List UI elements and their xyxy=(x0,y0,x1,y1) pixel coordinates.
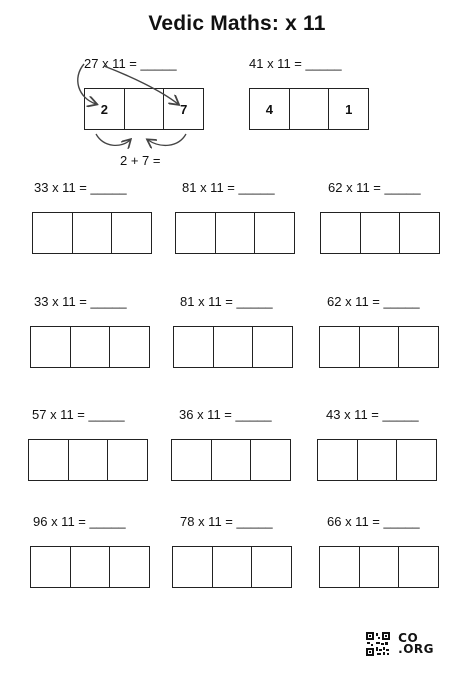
answer-cell[interactable] xyxy=(31,327,71,367)
footer xyxy=(366,632,434,656)
answer-cell[interactable] xyxy=(214,327,254,367)
problem-label: 33 x 11 = _____ xyxy=(34,180,127,195)
answer-box xyxy=(317,439,437,481)
problem-label: 66 x 11 = _____ xyxy=(327,514,420,529)
answer-cell[interactable] xyxy=(360,327,400,367)
answer-cell[interactable] xyxy=(399,547,438,587)
answer-cell[interactable] xyxy=(31,547,71,587)
arrow-curve-icon xyxy=(96,134,130,145)
answer-cell[interactable] xyxy=(29,440,69,480)
arrow-curve-icon xyxy=(148,134,186,145)
answer-cell[interactable] xyxy=(358,440,398,480)
answer-cell[interactable]: 1 xyxy=(345,101,353,117)
answer-cell[interactable] xyxy=(361,213,401,253)
problem-label: 43 x 11 = _____ xyxy=(326,407,419,422)
problem-label: 96 x 11 = _____ xyxy=(33,514,126,529)
problem-label: 57 x 11 = _____ xyxy=(32,407,125,422)
answer-box xyxy=(32,212,152,254)
answer-box xyxy=(320,212,440,254)
arrow-curve-icon xyxy=(104,66,178,104)
answer-cell[interactable] xyxy=(213,547,253,587)
problem-label: 33 x 11 = _____ xyxy=(34,294,127,309)
answer-cell[interactable] xyxy=(110,327,149,367)
sum-hint: 2 + 7 = xyxy=(120,153,161,168)
answer-cell[interactable] xyxy=(400,213,439,253)
page-title: Vedic Maths: x 11 xyxy=(148,12,326,35)
answer-cell[interactable] xyxy=(108,440,147,480)
problem-label: 81 x 11 = _____ xyxy=(182,180,275,195)
logo xyxy=(398,633,434,655)
example-label: 27 x 11 = _____ xyxy=(84,56,177,71)
answer-box xyxy=(30,326,150,368)
answer-cell[interactable] xyxy=(255,213,294,253)
answer-cell[interactable] xyxy=(71,547,111,587)
answer-cell[interactable] xyxy=(320,547,360,587)
answer-cell[interactable] xyxy=(212,440,252,480)
answer-cell[interactable] xyxy=(73,213,113,253)
example-label: 41 x 11 = _____ xyxy=(249,56,342,71)
answer-cell[interactable] xyxy=(110,547,149,587)
answer-cell[interactable] xyxy=(216,213,256,253)
qr-code-icon xyxy=(366,632,390,656)
answer-cell[interactable] xyxy=(399,327,438,367)
answer-box xyxy=(171,439,291,481)
answer-cell[interactable] xyxy=(172,440,212,480)
answer-cell[interactable] xyxy=(397,440,436,480)
problem-label: 81 x 11 = _____ xyxy=(180,294,273,309)
answer-cell[interactable] xyxy=(176,213,216,253)
answer-cell[interactable] xyxy=(71,327,111,367)
logo-line: CO xyxy=(398,631,419,645)
answer-cell[interactable] xyxy=(318,440,358,480)
answer-cell[interactable] xyxy=(251,440,290,480)
answer-box xyxy=(172,546,292,588)
answer-cell[interactable] xyxy=(173,547,213,587)
answer-cell[interactable] xyxy=(69,440,109,480)
answer-box xyxy=(175,212,295,254)
arrow-curve-icon xyxy=(78,64,96,104)
problem-label: 78 x 11 = _____ xyxy=(180,514,273,529)
answer-box xyxy=(319,546,439,588)
answer-box xyxy=(28,439,148,481)
answer-box xyxy=(30,546,150,588)
problem-label: 62 x 11 = _____ xyxy=(328,180,421,195)
answer-cell[interactable]: 7 xyxy=(180,101,188,117)
answer-cell[interactable]: 2 xyxy=(85,89,125,129)
problem-label: 62 x 11 = _____ xyxy=(327,294,420,309)
answer-cell[interactable] xyxy=(252,547,291,587)
answer-cell[interactable] xyxy=(253,327,292,367)
logo-line: .ORG xyxy=(398,642,434,656)
answer-cell[interactable] xyxy=(112,213,151,253)
answer-cell[interactable] xyxy=(321,213,361,253)
problem-label: 36 x 11 = _____ xyxy=(179,407,272,422)
answer-cell[interactable] xyxy=(360,547,400,587)
answer-box xyxy=(173,326,293,368)
answer-box xyxy=(319,326,439,368)
answer-cell[interactable] xyxy=(174,327,214,367)
answer-cell[interactable]: 4 xyxy=(250,89,290,129)
answer-cell[interactable] xyxy=(33,213,73,253)
answer-cell[interactable] xyxy=(320,327,360,367)
